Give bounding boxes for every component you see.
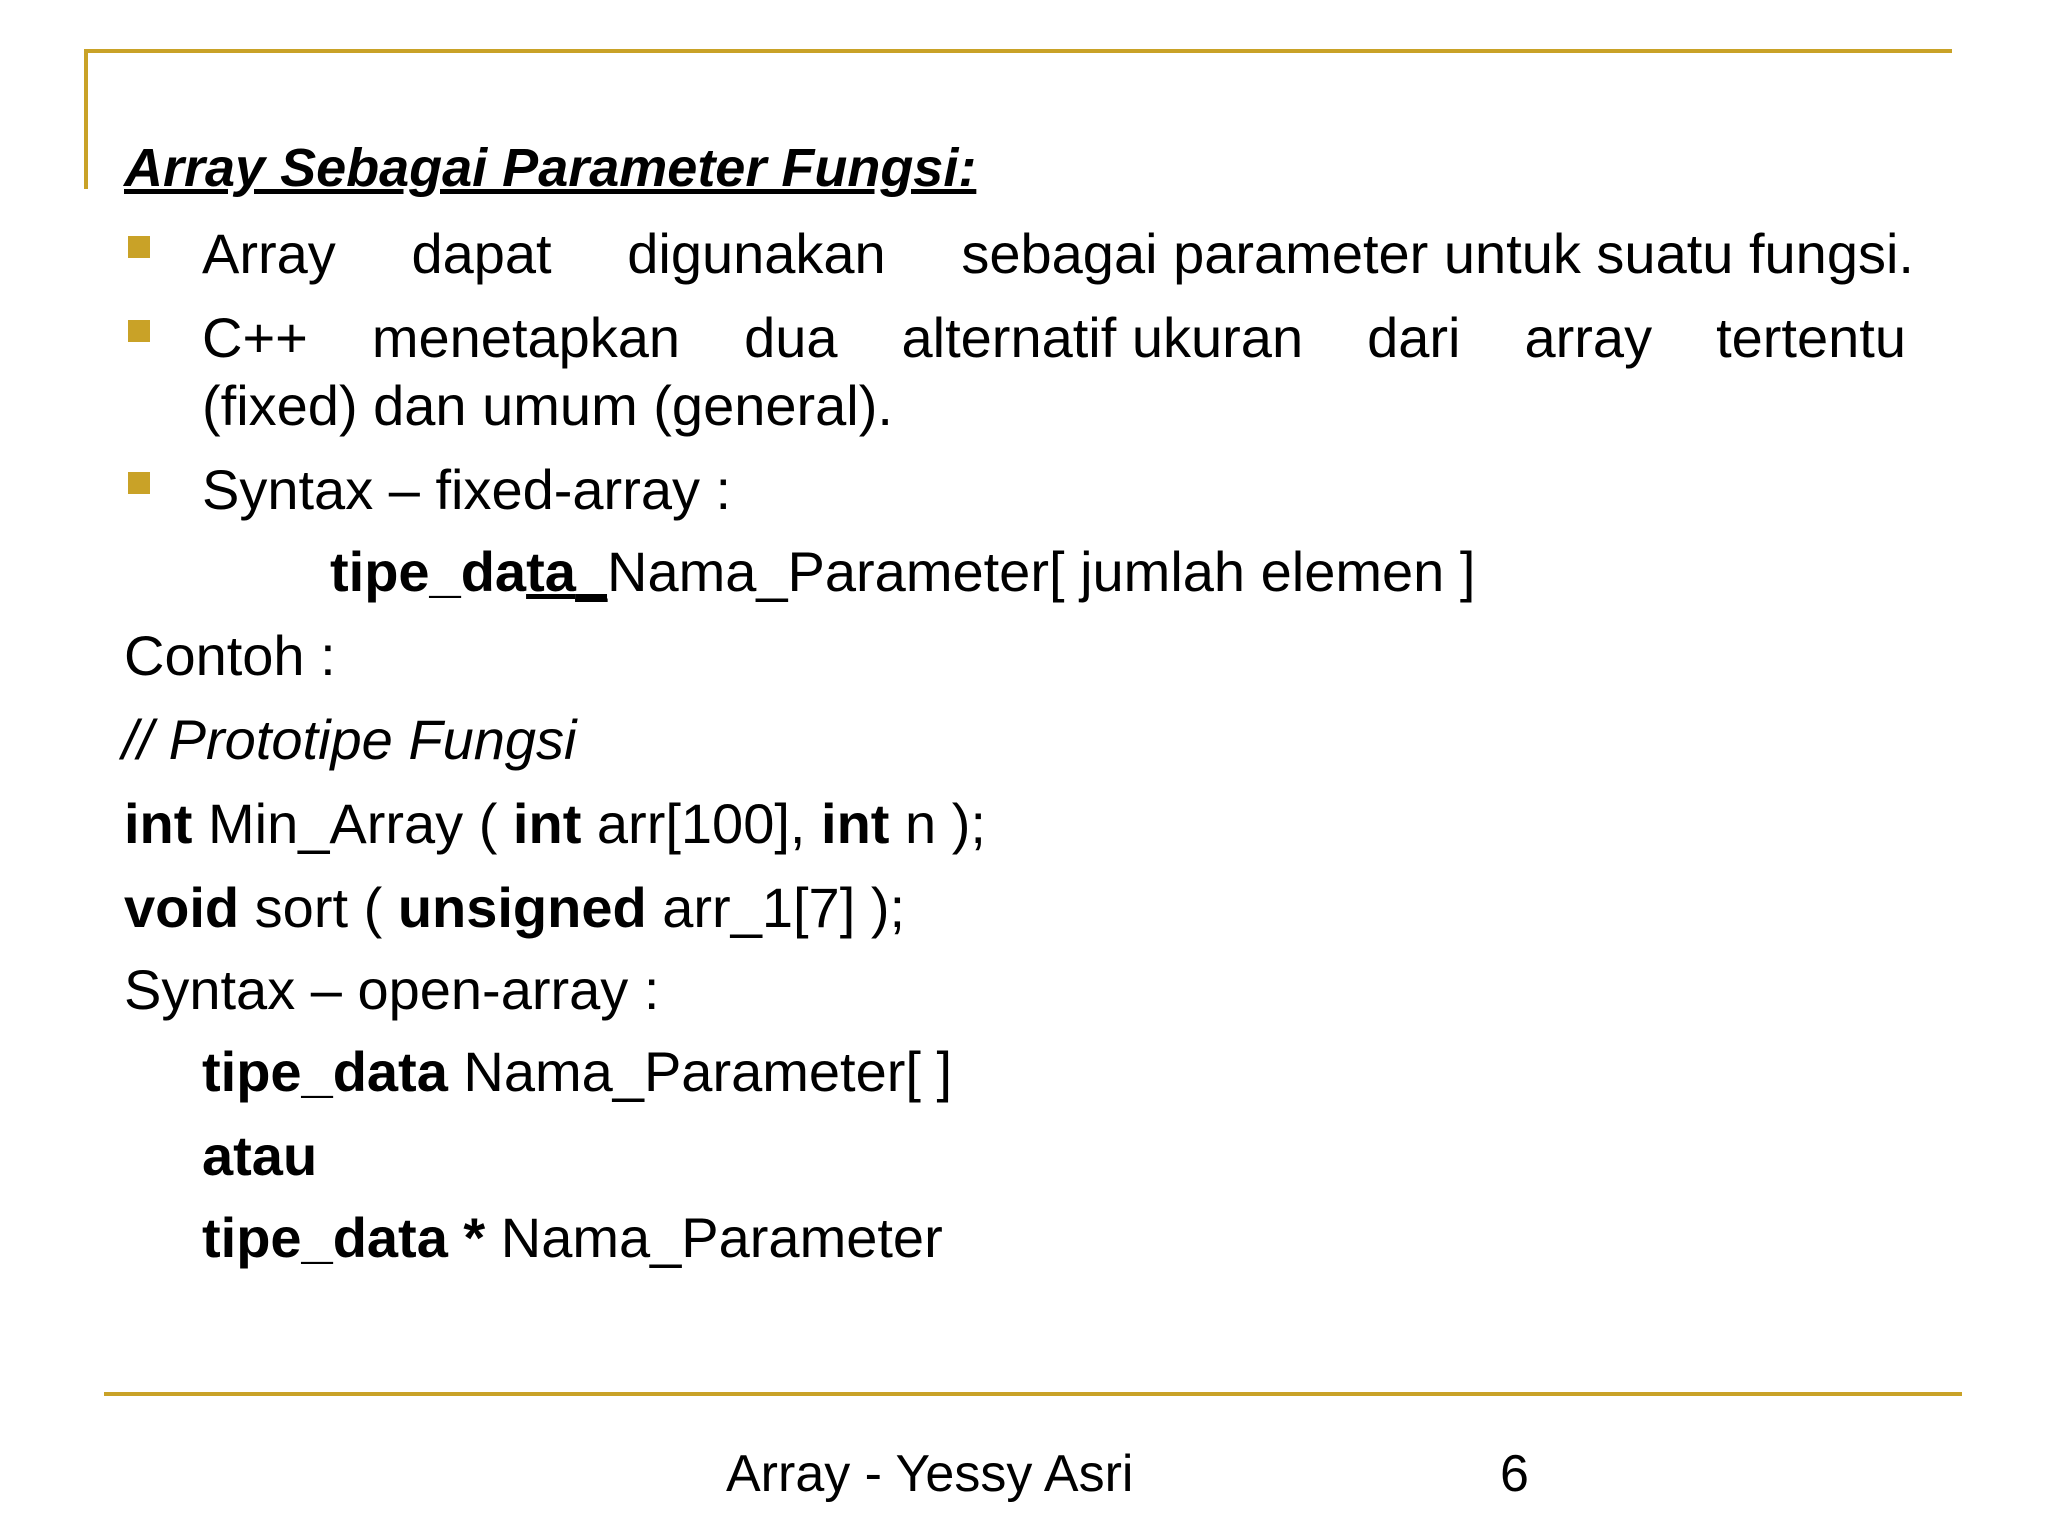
fixed-array-syntax xyxy=(330,540,1475,604)
syntax-type-keyword: tipe_data xyxy=(202,1040,448,1103)
bullet-marker-1 xyxy=(128,236,150,258)
code-keyword: int xyxy=(512,792,582,855)
code-text: arr_1[7] ); xyxy=(646,876,906,939)
syntax-parameter: Nama_Parameter xyxy=(485,1206,943,1269)
code-keyword: unsigned xyxy=(397,876,647,939)
bullet-2 xyxy=(202,306,1906,370)
syntax-pointer-keyword: tipe_data * xyxy=(202,1206,486,1269)
code-text: sort ( xyxy=(239,876,398,939)
code-keyword: int xyxy=(124,792,193,855)
top-border-line xyxy=(84,49,1952,53)
bullet-1 xyxy=(202,222,1914,286)
code-text: arr[100], xyxy=(581,792,822,855)
syntax-parameter: Nama_Parameter[ jumlah elemen ] xyxy=(607,540,1476,603)
code-line-2 xyxy=(124,876,905,940)
bullet-2-word: array xyxy=(1524,306,1653,369)
bullet-1-word: sebagai parameter untuk suatu fungsi. xyxy=(961,222,1914,285)
bullet-2-word: alternatif ukuran xyxy=(901,306,1304,369)
bullet-1-word: digunakan xyxy=(627,222,886,285)
bullet-3: Syntax – fixed-array : xyxy=(202,458,732,521)
open-array-label: Syntax – open-array : xyxy=(124,958,660,1021)
bullet-2-word: dua xyxy=(744,306,838,369)
code-line-1 xyxy=(124,792,986,856)
footer-title: Array - Yessy Asri xyxy=(726,1445,1134,1503)
bullet-marker-3 xyxy=(128,472,150,494)
code-text: n ); xyxy=(889,792,986,855)
bullet-2-word: C++ xyxy=(202,306,308,369)
open-array-syntax-2 xyxy=(202,1206,943,1270)
page-number: 6 xyxy=(1500,1445,1529,1503)
code-keyword: int xyxy=(821,792,890,855)
code-text: Min_Array ( xyxy=(192,792,513,855)
open-array-syntax-1 xyxy=(202,1040,952,1104)
code-comment: // Prototipe Fungsi xyxy=(122,708,577,771)
bullet-1-word: Array xyxy=(202,222,336,285)
bullet-2-word: menetapkan xyxy=(371,306,681,369)
bullet-marker-2 xyxy=(128,320,150,342)
syntax-underscore: _ xyxy=(575,540,608,603)
bullet-2-word: dari xyxy=(1367,306,1461,369)
syntax-type-keyword-underlined: ta xyxy=(526,540,576,603)
slide-title: Array Sebagai Parameter Fungsi: xyxy=(124,138,977,198)
code-keyword: void xyxy=(124,876,240,939)
bullet-2-word: tertentu xyxy=(1716,306,1906,369)
bullet-2-continuation: (fixed) dan umum (general). xyxy=(202,374,893,437)
footer-divider-line xyxy=(104,1392,1962,1396)
bullet-1-word: dapat xyxy=(411,222,552,285)
example-label: Contoh : xyxy=(124,624,336,687)
syntax-type-keyword: tipe_da xyxy=(330,540,527,603)
atau-label: atau xyxy=(202,1124,318,1187)
left-border-line xyxy=(84,49,88,189)
syntax-parameter: Nama_Parameter[ ] xyxy=(447,1040,953,1103)
